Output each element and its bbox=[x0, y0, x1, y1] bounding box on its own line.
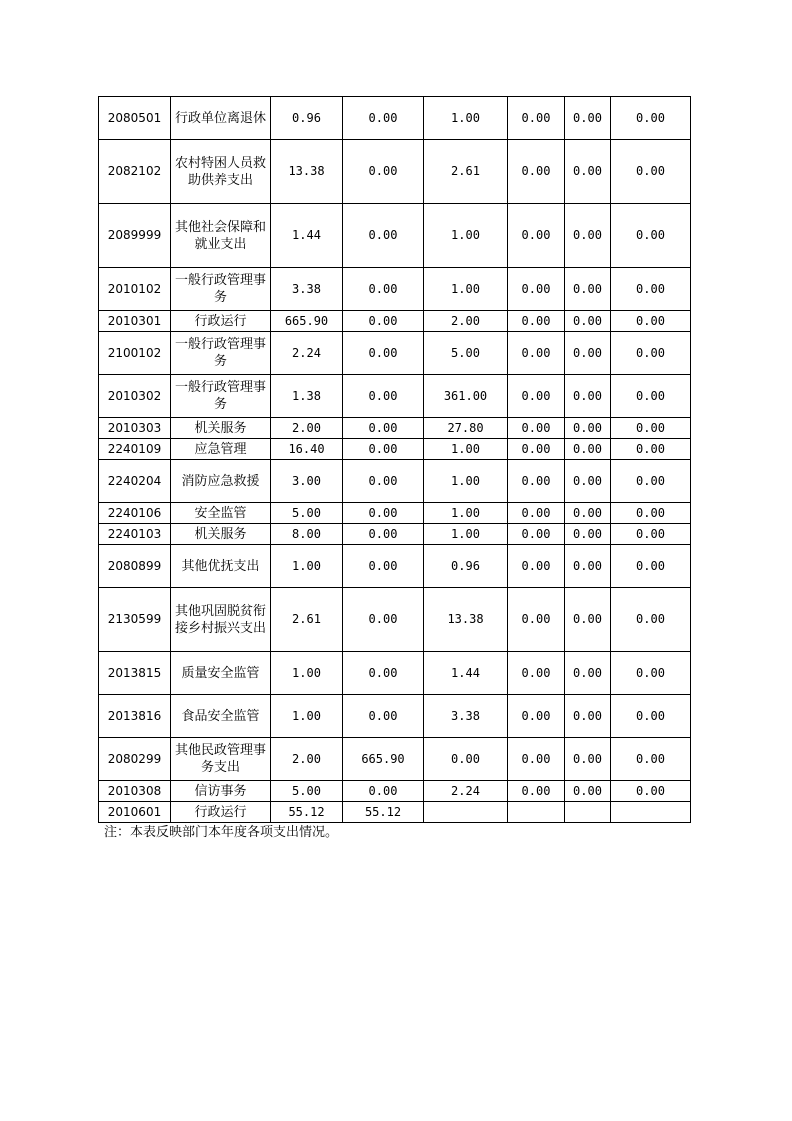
subject-name-cell: 信访事务 bbox=[171, 781, 271, 802]
table-row bbox=[99, 418, 691, 439]
amount-cell: 0.00 bbox=[343, 97, 424, 140]
table-row bbox=[99, 738, 691, 781]
amount-cell: 5.00 bbox=[271, 781, 343, 802]
amount-cell: 1.00 bbox=[424, 524, 508, 545]
subject-code-cell: 2010308 bbox=[99, 781, 171, 802]
amount-cell: 55.12 bbox=[271, 802, 343, 823]
amount-cell: 0.00 bbox=[565, 204, 611, 268]
amount-cell: 0.00 bbox=[565, 97, 611, 140]
table-note: 注：本表反映部门本年度各项支出情况。 bbox=[104, 825, 339, 840]
amount-cell: 13.38 bbox=[271, 140, 343, 204]
amount-cell bbox=[565, 802, 611, 823]
amount-cell: 0.00 bbox=[343, 781, 424, 802]
table-row bbox=[99, 439, 691, 460]
subject-code-cell: 2240204 bbox=[99, 460, 171, 503]
amount-cell: 0.00 bbox=[611, 545, 691, 588]
amount-cell: 0.00 bbox=[508, 439, 565, 460]
amount-cell: 1.00 bbox=[424, 204, 508, 268]
amount-cell: 1.44 bbox=[424, 652, 508, 695]
amount-cell: 0.00 bbox=[611, 524, 691, 545]
amount-cell: 0.00 bbox=[343, 695, 424, 738]
subject-name-cell: 应急管理 bbox=[171, 439, 271, 460]
amount-cell: 0.00 bbox=[508, 97, 565, 140]
subject-code-cell: 2010302 bbox=[99, 375, 171, 418]
amount-cell: 0.00 bbox=[508, 524, 565, 545]
amount-cell: 2.61 bbox=[424, 140, 508, 204]
amount-cell: 0.00 bbox=[508, 460, 565, 503]
amount-cell: 0.00 bbox=[611, 268, 691, 311]
amount-cell: 0.96 bbox=[271, 97, 343, 140]
amount-cell: 0.00 bbox=[611, 140, 691, 204]
amount-cell: 1.00 bbox=[424, 439, 508, 460]
amount-cell: 1.38 bbox=[271, 375, 343, 418]
amount-cell: 361.00 bbox=[424, 375, 508, 418]
amount-cell: 0.00 bbox=[565, 545, 611, 588]
amount-cell: 0.00 bbox=[343, 652, 424, 695]
amount-cell: 0.00 bbox=[565, 418, 611, 439]
amount-cell: 0.00 bbox=[565, 439, 611, 460]
amount-cell: 0.00 bbox=[565, 588, 611, 652]
amount-cell: 0.00 bbox=[508, 268, 565, 311]
amount-cell: 1.00 bbox=[271, 545, 343, 588]
amount-cell: 2.24 bbox=[424, 781, 508, 802]
subject-code-cell: 2013815 bbox=[99, 652, 171, 695]
amount-cell: 1.00 bbox=[424, 97, 508, 140]
subject-code-cell: 2240109 bbox=[99, 439, 171, 460]
amount-cell: 0.00 bbox=[508, 311, 565, 332]
subject-code-cell: 2082102 bbox=[99, 140, 171, 204]
amount-cell: 0.00 bbox=[611, 652, 691, 695]
amount-cell: 0.00 bbox=[508, 204, 565, 268]
subject-name-cell: 机关服务 bbox=[171, 524, 271, 545]
subject-code-cell: 2080299 bbox=[99, 738, 171, 781]
amount-cell: 0.00 bbox=[565, 503, 611, 524]
table-body bbox=[99, 97, 691, 823]
amount-cell: 0.00 bbox=[611, 332, 691, 375]
amount-cell: 0.00 bbox=[508, 418, 565, 439]
amount-cell: 1.00 bbox=[271, 695, 343, 738]
subject-code-cell: 2013816 bbox=[99, 695, 171, 738]
amount-cell bbox=[508, 802, 565, 823]
subject-name-cell: 其他优抚支出 bbox=[171, 545, 271, 588]
amount-cell: 0.00 bbox=[611, 311, 691, 332]
amount-cell: 0.00 bbox=[343, 545, 424, 588]
amount-cell: 0.00 bbox=[508, 588, 565, 652]
subject-name-cell: 行政单位离退休 bbox=[171, 97, 271, 140]
subject-code-cell: 2240106 bbox=[99, 503, 171, 524]
amount-cell: 0.00 bbox=[611, 418, 691, 439]
subject-name-cell: 行政运行 bbox=[171, 802, 271, 823]
table-row bbox=[99, 460, 691, 503]
amount-cell: 0.00 bbox=[508, 332, 565, 375]
amount-cell: 0.00 bbox=[508, 695, 565, 738]
subject-name-cell: 一般行政管理事务 bbox=[171, 268, 271, 311]
amount-cell: 0.00 bbox=[565, 332, 611, 375]
amount-cell: 8.00 bbox=[271, 524, 343, 545]
amount-cell: 1.00 bbox=[424, 460, 508, 503]
table-row bbox=[99, 652, 691, 695]
amount-cell: 0.00 bbox=[343, 418, 424, 439]
subject-name-cell: 一般行政管理事务 bbox=[171, 375, 271, 418]
amount-cell: 1.44 bbox=[271, 204, 343, 268]
table-row bbox=[99, 268, 691, 311]
amount-cell: 2.61 bbox=[271, 588, 343, 652]
amount-cell: 0.00 bbox=[343, 460, 424, 503]
amount-cell: 0.00 bbox=[565, 460, 611, 503]
amount-cell: 0.00 bbox=[343, 268, 424, 311]
amount-cell: 0.00 bbox=[343, 439, 424, 460]
subject-code-cell: 2100102 bbox=[99, 332, 171, 375]
amount-cell: 0.00 bbox=[611, 97, 691, 140]
amount-cell: 0.00 bbox=[343, 503, 424, 524]
amount-cell: 5.00 bbox=[424, 332, 508, 375]
amount-cell: 0.00 bbox=[611, 439, 691, 460]
amount-cell: 0.00 bbox=[508, 652, 565, 695]
amount-cell: 0.00 bbox=[508, 781, 565, 802]
amount-cell: 0.00 bbox=[565, 375, 611, 418]
subject-name-cell: 食品安全监管 bbox=[171, 695, 271, 738]
amount-cell: 3.38 bbox=[271, 268, 343, 311]
amount-cell: 0.00 bbox=[611, 503, 691, 524]
table-row bbox=[99, 524, 691, 545]
amount-cell: 0.00 bbox=[508, 140, 565, 204]
amount-cell: 0.00 bbox=[343, 332, 424, 375]
amount-cell: 0.00 bbox=[565, 652, 611, 695]
amount-cell bbox=[424, 802, 508, 823]
amount-cell: 0.00 bbox=[611, 695, 691, 738]
table-row bbox=[99, 140, 691, 204]
amount-cell: 0.00 bbox=[611, 375, 691, 418]
amount-cell: 27.80 bbox=[424, 418, 508, 439]
amount-cell: 0.00 bbox=[611, 588, 691, 652]
amount-cell: 0.00 bbox=[565, 738, 611, 781]
table-row bbox=[99, 311, 691, 332]
table-row bbox=[99, 503, 691, 524]
subject-name-cell: 质量安全监管 bbox=[171, 652, 271, 695]
amount-cell: 5.00 bbox=[271, 503, 343, 524]
subject-code-cell: 2089999 bbox=[99, 204, 171, 268]
amount-cell: 2.00 bbox=[424, 311, 508, 332]
amount-cell: 0.00 bbox=[611, 460, 691, 503]
amount-cell: 3.00 bbox=[271, 460, 343, 503]
subject-name-cell: 行政运行 bbox=[171, 311, 271, 332]
table-row bbox=[99, 97, 691, 140]
subject-name-cell: 一般行政管理事务 bbox=[171, 332, 271, 375]
subject-code-cell: 2130599 bbox=[99, 588, 171, 652]
subject-code-cell: 2010601 bbox=[99, 802, 171, 823]
amount-cell: 0.00 bbox=[611, 781, 691, 802]
table-row bbox=[99, 545, 691, 588]
amount-cell: 1.00 bbox=[271, 652, 343, 695]
subject-name-cell: 机关服务 bbox=[171, 418, 271, 439]
amount-cell: 0.00 bbox=[508, 375, 565, 418]
amount-cell: 0.00 bbox=[508, 503, 565, 524]
subject-name-cell: 安全监管 bbox=[171, 503, 271, 524]
table-row bbox=[99, 588, 691, 652]
amount-cell: 1.00 bbox=[424, 503, 508, 524]
subject-name-cell: 其他巩固脱贫衔接乡村振兴支出 bbox=[171, 588, 271, 652]
amount-cell: 0.00 bbox=[343, 311, 424, 332]
subject-code-cell: 2010303 bbox=[99, 418, 171, 439]
amount-cell: 3.38 bbox=[424, 695, 508, 738]
subject-code-cell: 2080501 bbox=[99, 97, 171, 140]
table-row bbox=[99, 375, 691, 418]
subject-name-cell: 农村特困人员救助供养支出 bbox=[171, 140, 271, 204]
amount-cell: 2.00 bbox=[271, 738, 343, 781]
amount-cell: 16.40 bbox=[271, 439, 343, 460]
subject-code-cell: 2010102 bbox=[99, 268, 171, 311]
table-row bbox=[99, 802, 691, 823]
amount-cell: 0.00 bbox=[565, 781, 611, 802]
amount-cell: 1.00 bbox=[424, 268, 508, 311]
subject-name-cell: 其他社会保障和就业支出 bbox=[171, 204, 271, 268]
amount-cell: 0.00 bbox=[508, 545, 565, 588]
amount-cell: 2.00 bbox=[271, 418, 343, 439]
table-row bbox=[99, 204, 691, 268]
amount-cell: 0.00 bbox=[611, 738, 691, 781]
amount-cell: 665.90 bbox=[343, 738, 424, 781]
amount-cell: 0.00 bbox=[343, 204, 424, 268]
amount-cell: 0.00 bbox=[611, 204, 691, 268]
amount-cell: 0.00 bbox=[343, 375, 424, 418]
amount-cell: 0.00 bbox=[508, 738, 565, 781]
expenditure-table bbox=[98, 96, 691, 823]
amount-cell: 13.38 bbox=[424, 588, 508, 652]
subject-code-cell: 2240103 bbox=[99, 524, 171, 545]
amount-cell: 0.00 bbox=[565, 311, 611, 332]
amount-cell: 0.00 bbox=[343, 524, 424, 545]
amount-cell: 0.00 bbox=[424, 738, 508, 781]
table-row bbox=[99, 695, 691, 738]
amount-cell: 0.00 bbox=[343, 140, 424, 204]
amount-cell: 0.96 bbox=[424, 545, 508, 588]
subject-code-cell: 2080899 bbox=[99, 545, 171, 588]
amount-cell: 0.00 bbox=[565, 140, 611, 204]
amount-cell: 0.00 bbox=[565, 695, 611, 738]
amount-cell: 55.12 bbox=[343, 802, 424, 823]
subject-name-cell: 其他民政管理事务支出 bbox=[171, 738, 271, 781]
amount-cell: 0.00 bbox=[343, 588, 424, 652]
amount-cell: 0.00 bbox=[565, 524, 611, 545]
amount-cell: 665.90 bbox=[271, 311, 343, 332]
subject-code-cell: 2010301 bbox=[99, 311, 171, 332]
subject-name-cell: 消防应急救援 bbox=[171, 460, 271, 503]
table-row bbox=[99, 781, 691, 802]
amount-cell bbox=[611, 802, 691, 823]
amount-cell: 2.24 bbox=[271, 332, 343, 375]
table-row bbox=[99, 332, 691, 375]
amount-cell: 0.00 bbox=[565, 268, 611, 311]
